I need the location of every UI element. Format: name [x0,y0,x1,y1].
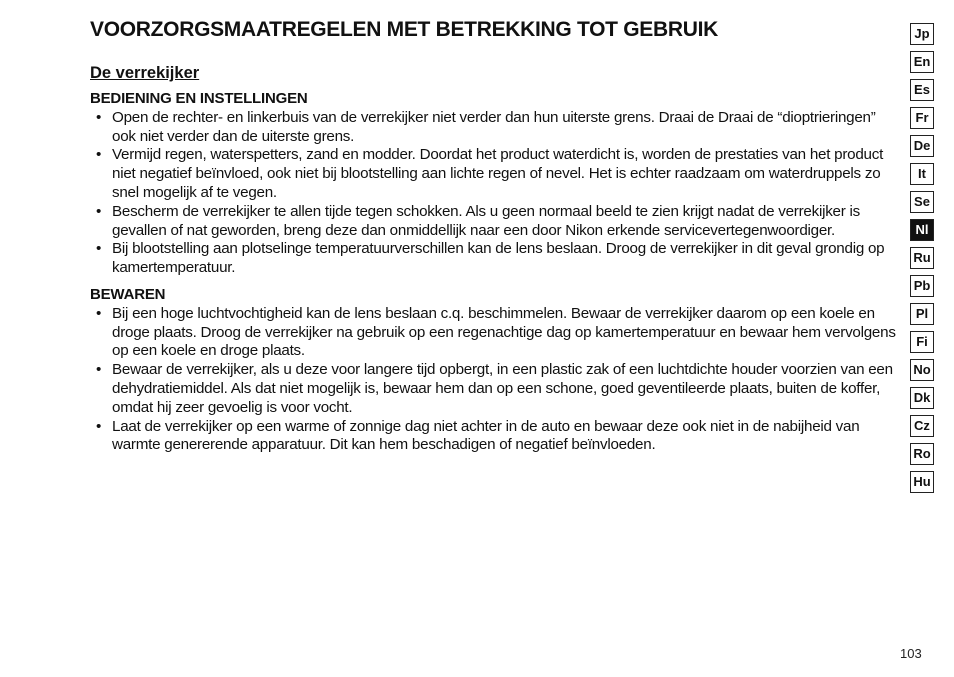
section-title: De verrekijker [90,64,200,82]
language-tab-ru[interactable]: Ru [910,247,934,269]
bullet-icon: • [96,240,102,258]
page-number: 103 [900,646,922,661]
page-title: VOORZORGSMAATREGELEN MET BETREKKING TOT GEBRUIK [90,18,718,41]
language-tab-hu[interactable]: Hu [910,471,934,493]
language-tab-fi[interactable]: Fi [910,331,934,353]
language-tabs [910,23,936,499]
list-item [90,203,900,241]
list-item [90,361,900,417]
language-tab-it[interactable]: It [910,163,934,185]
subheading-operation: BEDIENING EN INSTELLINGEN [90,90,308,107]
language-tab-pb[interactable]: Pb [910,275,934,297]
list-item-text: Vermijd regen, waterspetters, zand en modder. Doordat het product waterdicht is, worden de prestaties van het product niet negatief beïnvloed, ook niet bij blootstelling aan lichte regen of nevel. Het is echter raadzaam om waterdruppels zo snel mogelijk af te vegen. [112,146,884,201]
subheading-storage: BEWAREN [90,285,166,303]
storage-list [90,305,900,455]
language-tab-cz[interactable]: Cz [910,415,934,437]
language-tab-de[interactable]: De [910,135,934,157]
bullet-icon: • [96,146,102,164]
list-item [90,240,900,278]
bullet-icon: • [96,108,102,126]
list-item [90,109,900,147]
language-tab-nl[interactable]: Nl [910,219,934,241]
bullet-icon: • [96,304,102,322]
list-item [90,418,900,456]
list-item [90,305,900,361]
bullet-icon: • [96,361,102,379]
list-item-text: Bij een hoge luchtvochtigheid kan de lens beslaan c.q. beschimmelen. Bewaar de verrekijker daarom op een koele en droge plaats. Droog de verrekijker na gebruik op een regenachtige dag op kamertemperatuur en bewaar hem vervolgens op een koele en droge plaats. [112,304,896,360]
list-item-text: Bescherm de verrekijker te allen tijde tegen schokken. Als u geen normaal beeld te zien krijgt nadat de verrekijker is gevallen of nat geworden, breng deze dan onmiddellijk naar een door Nikon erkende servicevertegenwoordiger. [112,202,860,239]
language-tab-no[interactable]: No [910,359,934,381]
list-item-text: Laat de verrekijker op een warme of zonnige dag niet achter in de auto en bewaar deze ook niet in de nabijheid van warmte genererende apparatuur. Dit kan hem beschadigen of negatief beïnvloeden. [112,417,860,454]
list-item-text: Open de rechter- en linkerbuis van de verrekijker niet verder dan hun uiterste grens. Draai de Draai de “dioptrieringen” ook niet verder dan de uiterste grens. [112,108,876,145]
language-tab-fr[interactable]: Fr [910,107,934,129]
language-tab-jp[interactable]: Jp [910,23,934,45]
language-tab-se[interactable]: Se [910,191,934,213]
language-tab-pl[interactable]: Pl [910,303,934,325]
list-item [90,146,900,202]
language-tab-ro[interactable]: Ro [910,443,934,465]
main-content [90,16,900,455]
operation-list [90,109,900,278]
language-tab-dk[interactable]: Dk [910,387,934,409]
list-item-text: Bij blootstelling aan plotselinge temperatuurverschillen kan de lens beslaan. Droog de verrekijker in dit geval grondig op kamertemperatuur. [112,240,885,277]
list-item-text: Bewaar de verrekijker, als u deze voor langere tijd opbergt, in een plastic zak of een luchtdichte houder voorzien van een dehydratiemiddel. Als dat niet mogelijk is, bewaar hem dan op een schone, goed geventileerde plaats, buiten de koffer, omdat hij zeer gevoelig is voor vocht. [112,361,893,416]
bullet-icon: • [96,202,102,220]
language-tab-es[interactable]: Es [910,79,934,101]
language-tab-en[interactable]: En [910,51,934,73]
bullet-icon: • [96,417,102,435]
